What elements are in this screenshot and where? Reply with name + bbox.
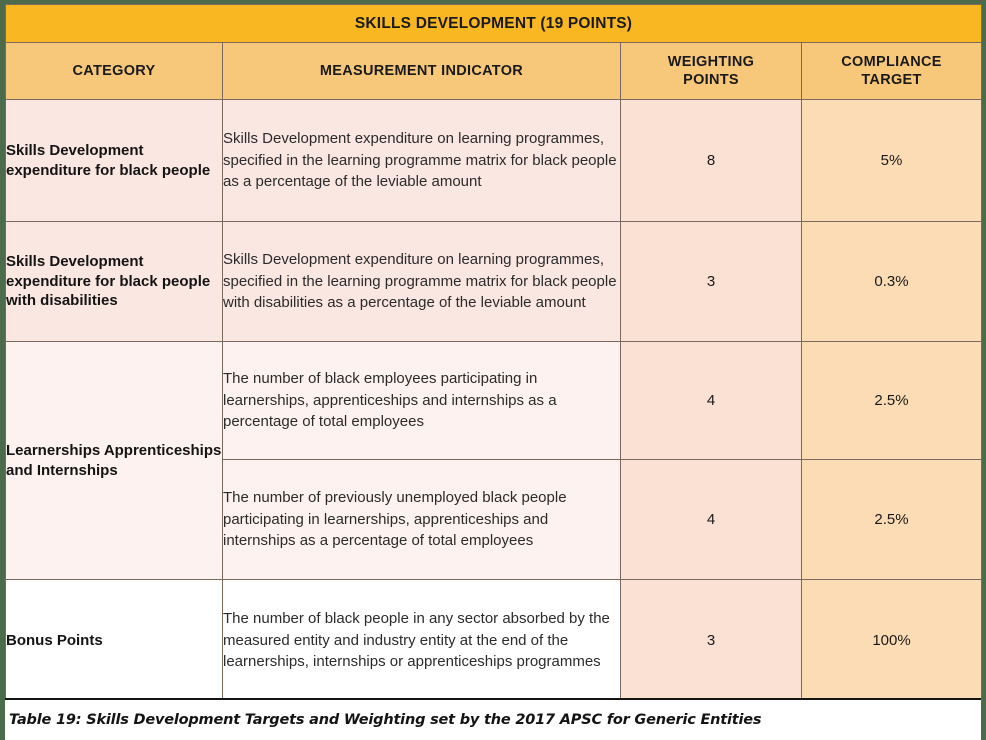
row-category: Bonus Points [6,580,223,702]
table-row [6,222,982,342]
row-weighting-points: 8 [621,100,802,222]
row-weighting-points: 3 [621,222,802,342]
row-weighting-points: 4 [621,342,802,460]
column-header-weighting-points [621,43,802,100]
figure-caption-bar [5,698,981,740]
figure-caption: Table 19: Skills Development Targets and Weighting set by the 2017 APSC for Generic Entities [9,712,762,728]
column-header-compliance-target-line1: COMPLIANCE [841,53,942,70]
column-header-compliance-target-line2: TARGET [861,72,922,88]
column-header-weighting-points-line1: WEIGHTING [667,53,755,70]
column-header-compliance-target [802,43,982,100]
row-compliance-target: 0.3% [802,222,982,342]
table-title: SKILLS DEVELOPMENT (19 POINTS) [6,5,982,43]
table-row [6,100,982,222]
table-header-row [6,43,982,100]
row-compliance-target: 2.5% [802,342,982,460]
row-indicator: Skills Development expenditure on learning programmes, specified in the learning programme matrix for black people with disabilities as a percentage of the leviable amount [223,222,621,342]
column-header-weighting-points-line2: POINTS [683,72,739,88]
table-row [6,342,982,460]
row-indicator: The number of previously unemployed black people participating in learnerships, apprenticeships and internships as a percentage of total employees [223,460,621,580]
row-indicator: Skills Development expenditure on learning programmes, specified in the learning programme matrix for black people as a percentage of the leviable amount [223,100,621,222]
table-row [6,580,982,702]
column-header-measurement-indicator: MEASUREMENT INDICATOR [223,43,621,100]
row-weighting-points: 4 [621,460,802,580]
table-title-row [6,5,982,43]
table-container [5,4,981,740]
row-weighting-points: 3 [621,580,802,702]
row-compliance-target: 100% [802,580,982,702]
row-category: Learnerships Apprenticeships and Internships [6,342,223,580]
row-compliance-target: 5% [802,100,982,222]
column-header-category: CATEGORY [6,43,223,100]
row-category: Skills Development expenditure for black people [6,100,223,222]
row-compliance-target: 2.5% [802,460,982,580]
row-indicator: The number of black employees participating in learnerships, apprenticeships and internships as a percentage of total employees [223,342,621,460]
row-indicator: The number of black people in any sector absorbed by the measured entity and industry entity at the end of the learnerships, internships or apprenticeships programmes [223,580,621,702]
skills-development-table [5,4,982,702]
row-category: Skills Development expenditure for black people with disabilities [6,222,223,342]
